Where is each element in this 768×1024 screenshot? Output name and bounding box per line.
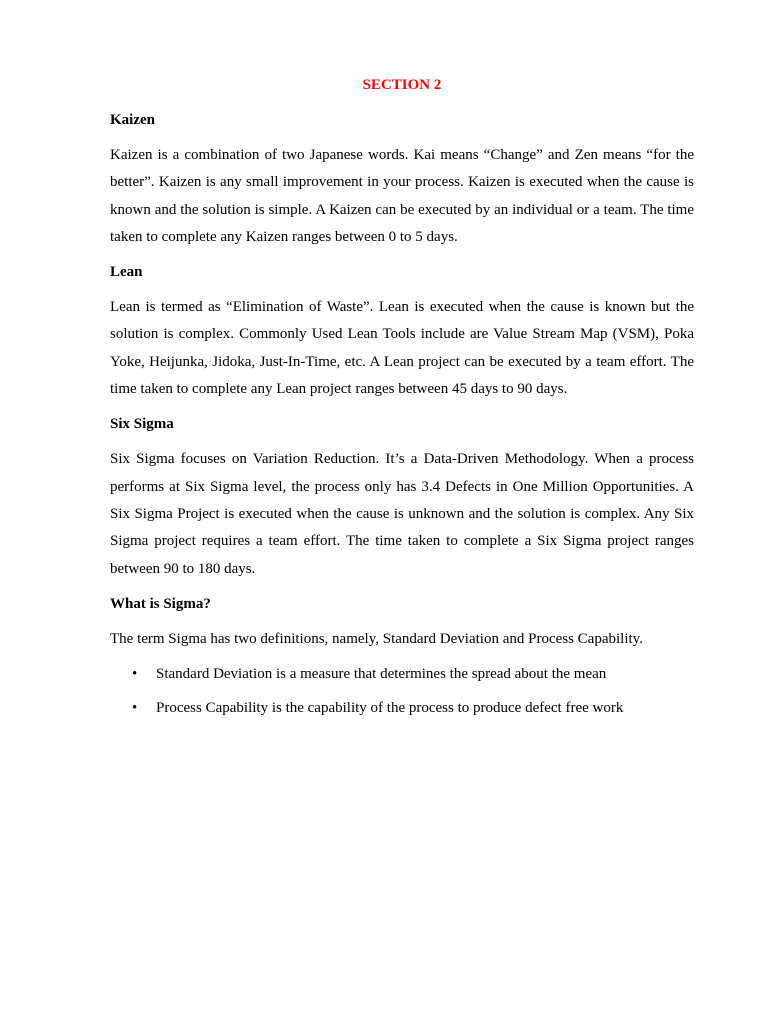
paragraph-what-is-sigma: The term Sigma has two definitions, namely, Standard Deviation and Process Capability. [110,630,643,647]
list-item-text: Process Capability is the capability of the process to produce defect free work [156,700,624,717]
heading-six-sigma: Six Sigma [110,416,174,433]
section-lean [110,260,694,403]
section-six-sigma [110,412,694,582]
section-kaizen [110,108,694,251]
list-item [110,662,694,686]
list-item-text: Standard Deviation is a measure that determines the spread about the mean [156,666,607,683]
list-item [110,696,694,720]
paragraph-six-sigma: Six Sigma focuses on Variation Reduction. It’s a Data-Driven Methodology. When a process performs at Six Sigma level, the process only has 3.4 Defects in One Million Opportunities. A Six Sigma Project is executed when the cause is unknown and the solution is complex. Any Six Sigma project requires a team effort. The time taken to complete a Six Sigma project ranges between 90 to 180 days. [110,451,694,577]
heading-what-is-sigma: What is Sigma? [110,595,211,612]
section-title: SECTION 2 [362,77,442,93]
heading-lean: Lean [110,264,143,281]
document-page [110,73,694,730]
paragraph-kaizen: Kaizen is a combination of two Japanese words. Kai means “Change” and Zen means “for the better”. Kaizen is any small improvement in your process. Kaizen is executed when the cause is known and the solution is simple. A Kaizen can be executed by an individual or a team. The time taken to complete any Kaizen ranges between 0 to 5 days. [110,147,694,245]
section-what-is-sigma [110,592,694,653]
bullet-icon: • [132,700,138,717]
paragraph-lean: Lean is termed as “Elimination of Waste”. Lean is executed when the cause is known but the solution is complex. Commonly Used Lean Tools include are Value Stream Map (VSM), Poka Yoke, Heijunka, Jidoka, Just-In-Time, etc. A Lean project can be executed by a team effort. The time taken to complete any Lean project ranges between 45 days to 90 days. [110,299,694,398]
bullet-icon: • [132,666,138,683]
heading-kaizen: Kaizen [110,112,155,128]
definition-list [110,662,694,720]
